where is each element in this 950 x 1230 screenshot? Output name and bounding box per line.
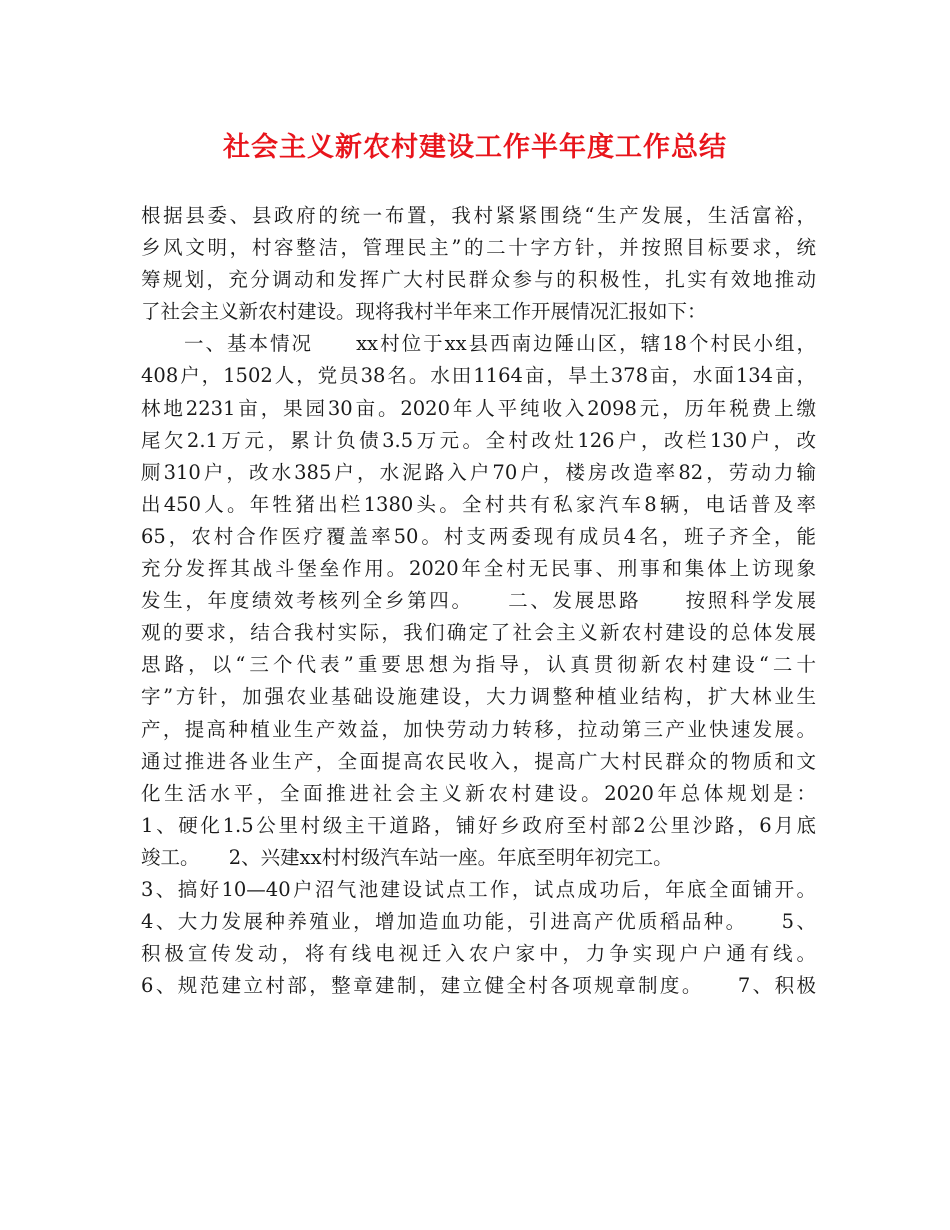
body-line: 通过推进各业生产，全面提高农民收入，提高广大村民群众的物质和文	[141, 749, 816, 773]
body-line: 充分发挥其战斗堡垒作用。2020年全村无民事、刑事和集体上访现象	[141, 557, 816, 581]
body-line: 厕310户，改水385户，水泥路入户70户，楼房改造率82，劳动力输	[141, 460, 816, 484]
body-line: 了社会主义新农村建设。现将我村半年来工作开展情况汇报如下：	[141, 300, 707, 324]
body-line: 观的要求，结合我村实际，我们确定了社会主义新农村建设的总体发展	[141, 621, 816, 645]
body-line: 408户，1502人，党员38名。水田1164亩，旱土378亩，水面134亩，	[141, 364, 816, 388]
body-line: 乡风文明，村容整洁，管理民主”的二十字方针，并按照目标要求，统	[141, 236, 816, 260]
body-line: 思路，以“三个代表”重要思想为指导，认真贯彻新农村建设“二十	[141, 653, 816, 677]
body-line: 6、规范建立村部，整章建制，建立健全村各项规章制度。 7、积极	[141, 974, 816, 998]
body-line: 林地2231亩，果园30亩。2020年人平纯收入2098元，历年税费上缴	[141, 396, 816, 420]
body-line: 化生活水平，全面推进社会主义新农村建设。2020年总体规划是：	[141, 781, 816, 805]
body-line: 字”方针，加强农业基础设施建设，大力调整种植业结构，扩大林业生	[141, 685, 816, 709]
body-line: 发生，年度绩效考核列全乡第四。 二、发展思路 按照科学发展	[141, 589, 816, 613]
body-line: 出450人。年牲猪出栏1380头。全村共有私家汽车8辆，电话普及率	[141, 492, 816, 516]
body-line: 4、大力发展种养殖业，增加造血功能，引进高产优质稻品种。 5、	[141, 910, 816, 934]
body-line: 尾欠2.1万元，累计负债3.5万元。全村改灶126户，改栏130户，改	[141, 428, 816, 452]
body-line: 65，农村合作医疗覆盖率50。村支两委现有成员4名，班子齐全，能	[141, 524, 816, 548]
body-line: 3、搞好10—40户沼气池建设试点工作，试点成功后，年底全面铺开。	[141, 877, 816, 901]
body-line: 根据县委、县政府的统一布置，我村紧紧围绕“生产发展，生活富裕，	[141, 204, 816, 227]
body-line: 产，提高种植业生产效益，加快劳动力转移，拉动第三产业快速发展。	[141, 717, 816, 741]
body-line: 1、硬化1.5公里村级主干道路，铺好乡政府至村部2公里沙路，6月底	[141, 813, 816, 837]
body-line: 一、基本情况 xx村位于xx县西南边陲山区，辖18个村民小组，	[141, 332, 816, 356]
body-line: 竣工。 2、兴建xx村村级汽车站一座。年底至明年初完工。	[141, 845, 673, 869]
document-body	[141, 200, 816, 1002]
body-line: 筹规划，充分调动和发挥广大村民群众参与的积极性，扎实有效地推动	[141, 268, 816, 292]
body-line: 积极宣传发动，将有线电视迁入农户家中，力争实现户户通有线。	[141, 942, 816, 966]
document-title: 社会主义新农村建设工作半年度工作总结	[223, 132, 727, 163]
